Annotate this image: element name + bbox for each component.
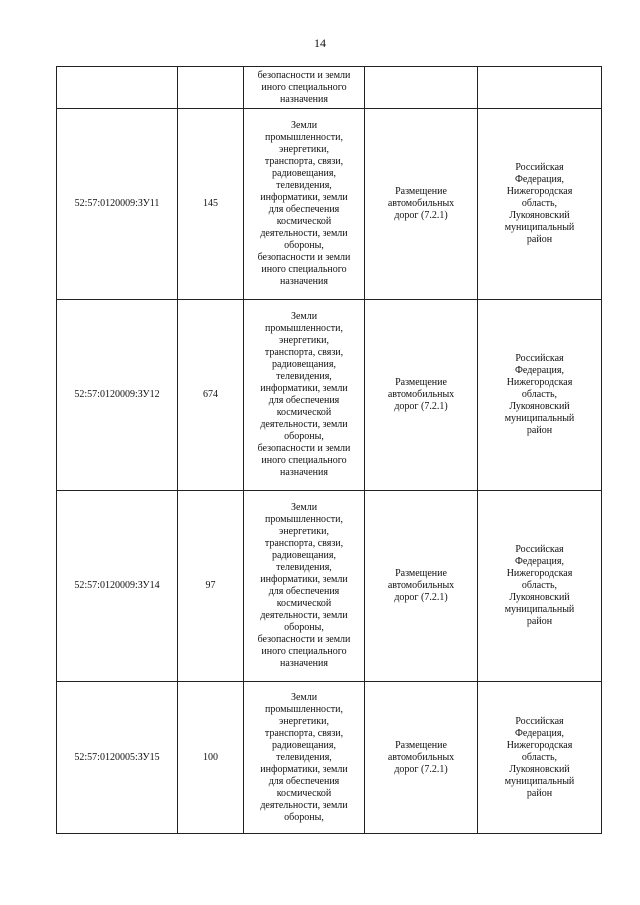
land-category-cell: безопасности и земли иного специального назначения: [244, 67, 365, 109]
location-cell: Российская Федерация, Нижегородская область, Лукояновский муниципальный район: [478, 491, 602, 682]
permitted-use-cell: Размещение автомобильных дорог (7.2.1): [365, 491, 478, 682]
cadastral-number-cell: 52:57:0120009:ЗУ11: [57, 109, 178, 300]
cadastral-number-cell: 52:57:0120005:ЗУ15: [57, 682, 178, 834]
area-cell: 145: [178, 109, 244, 300]
area-cell: [178, 67, 244, 109]
location-cell: Российская Федерация, Нижегородская область, Лукояновский муниципальный район: [478, 682, 602, 834]
permitted-use-cell: Размещение автомобильных дорог (7.2.1): [365, 300, 478, 491]
location-cell: Российская Федерация, Нижегородская область, Лукояновский муниципальный район: [478, 109, 602, 300]
land-category-cell: Земли промышленности, энергетики, транспорта, связи, радиовещания, телевидения, информатики, земли для обеспечения космической деятельности, земли обороны,: [244, 682, 365, 834]
cadastral-number-cell: 52:57:0120009:ЗУ12: [57, 300, 178, 491]
table-row: [57, 682, 602, 834]
table-row: [57, 109, 602, 300]
table-row: [57, 491, 602, 682]
land-category-cell: Земли промышленности, энергетики, транспорта, связи, радиовещания, телевидения, информатики, земли для обеспечения космической деятельности, земли обороны, безопасности и земли иного специального назначения: [244, 491, 365, 682]
land-plots-table: [56, 66, 602, 834]
area-cell: 97: [178, 491, 244, 682]
area-cell: 674: [178, 300, 244, 491]
table-row: [57, 300, 602, 491]
area-cell: 100: [178, 682, 244, 834]
location-cell: Российская Федерация, Нижегородская область, Лукояновский муниципальный район: [478, 300, 602, 491]
cadastral-number-cell: [57, 67, 178, 109]
land-category-cell: Земли промышленности, энергетики, транспорта, связи, радиовещания, телевидения, информатики, земли для обеспечения космической деятельности, земли обороны, безопасности и земли иного специального назначения: [244, 300, 365, 491]
permitted-use-cell: Размещение автомобильных дорог (7.2.1): [365, 682, 478, 834]
page-number: 14: [314, 36, 326, 50]
land-category-cell: Земли промышленности, энергетики, транспорта, связи, радиовещания, телевидения, информатики, земли для обеспечения космической деятельности, земли обороны, безопасности и земли иного специального назначения: [244, 109, 365, 300]
permitted-use-cell: Размещение автомобильных дорог (7.2.1): [365, 109, 478, 300]
cadastral-number-cell: 52:57:0120009:ЗУ14: [57, 491, 178, 682]
table-row: [57, 67, 602, 109]
permitted-use-cell: [365, 67, 478, 109]
location-cell: [478, 67, 602, 109]
